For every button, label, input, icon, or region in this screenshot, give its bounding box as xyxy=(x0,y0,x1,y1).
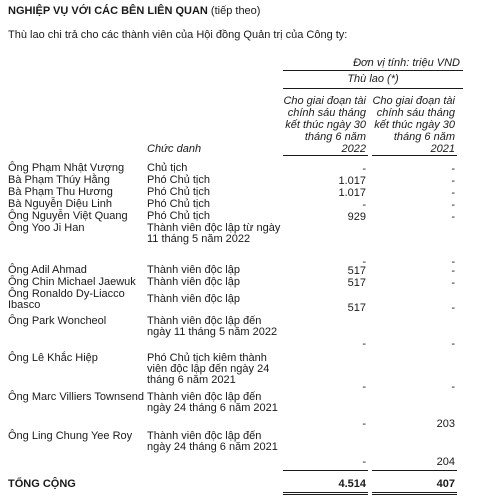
member-title: Thành viên độc lập xyxy=(147,264,240,276)
value-2021: - xyxy=(451,381,455,393)
member-name: Ông Ling Chung Yee Roy xyxy=(8,430,133,442)
double-rule-col1-b xyxy=(283,494,368,495)
value-2021: - xyxy=(451,163,455,175)
value-2021: 203 xyxy=(436,418,455,430)
value-2021: - xyxy=(451,277,455,289)
member-title: Thành viên độc lập đến ngày 24 tháng 6 năm 2021 xyxy=(147,430,278,453)
intro-text: Thù lao chi trả cho các thành viên của Hội đồng Quản trị của Công ty: xyxy=(8,29,348,41)
value-2022: 517 xyxy=(347,265,366,277)
value-2022: - xyxy=(362,381,366,393)
total-label: TỔNG CỘNG xyxy=(8,478,76,490)
member-name: Ông Adil Ahmad xyxy=(8,264,87,276)
member-title: Phó Chủ tịch xyxy=(147,174,210,186)
header-rule-col2 xyxy=(372,155,457,156)
column-header-2021-line: 2021 xyxy=(430,143,455,155)
value-2021: - xyxy=(451,256,455,268)
value-2022: 929 xyxy=(347,211,366,223)
value-2021: - xyxy=(451,338,455,350)
unit-label: Đơn vị tính: triệu VND xyxy=(353,57,460,69)
value-2022: - xyxy=(362,199,366,211)
column-header-2022-line: tháng 6 năm xyxy=(304,131,366,143)
value-2022: 1.017 xyxy=(338,175,366,187)
column-header-2022 xyxy=(280,95,366,155)
column-header-2021-line: chính sáu tháng xyxy=(376,107,455,119)
column-header-2021-line: Cho giai đoạn tài xyxy=(372,95,455,107)
member-title: Thành viên độc lập xyxy=(147,293,240,305)
value-2022: 1.017 xyxy=(338,187,366,199)
value-2022: - xyxy=(362,256,366,268)
column-header-2022-line: 2022 xyxy=(341,143,366,155)
header-rule-group xyxy=(283,88,463,89)
member-name: Ông Marc Villiers Townsend xyxy=(8,391,144,403)
header-rule-top xyxy=(283,70,463,71)
column-header-2022-line: kết thúc ngày 30 xyxy=(285,119,366,131)
member-name: Bà Nguyễn Diệu Linh xyxy=(8,198,112,210)
section-heading-bold: NGHIỆP VỤ VỚI CÁC BÊN LIÊN QUAN xyxy=(8,5,208,17)
value-2021: - xyxy=(451,175,455,187)
value-2021: - xyxy=(451,187,455,199)
member-name: Ông Nguyễn Việt Quang xyxy=(8,210,128,222)
member-title: Thành viên độc lập từ ngày 11 tháng 5 năm 2022 xyxy=(147,222,281,245)
member-name: Ông Chin Michael Jaewuk xyxy=(8,276,136,288)
value-2021: - xyxy=(451,211,455,223)
header-rule-col1 xyxy=(283,155,368,156)
value-2022: - xyxy=(362,338,366,350)
member-name: Ông Park Woncheol xyxy=(8,315,107,327)
member-name: Ông Lê Khắc Hiệp xyxy=(8,352,98,364)
group-header: Thù lao (*) xyxy=(347,73,399,85)
value-2022: - xyxy=(362,456,366,468)
column-header-2022-line: chính sáu tháng xyxy=(287,107,366,119)
member-name: Ông Yoo Ji Han xyxy=(8,222,85,234)
member-name: Bà Phạm Thu Hương xyxy=(8,186,113,198)
total-value-2022: 4.514 xyxy=(338,478,366,490)
column-header-2021-line: kết thúc ngày 30 xyxy=(374,119,455,131)
column-header-position: Chức danh xyxy=(147,143,202,155)
member-title: Phó Chủ tịch kiêm thành viên độc lập đến ngày 24 tháng 6 năm 2021 xyxy=(147,352,270,386)
total-value-2021: 407 xyxy=(436,478,455,490)
member-title: Thành viên độc lập đến ngày 11 tháng 5 năm 2022 xyxy=(147,315,278,338)
total-rule-col1 xyxy=(283,470,368,471)
column-header-2021-line: tháng 6 năm xyxy=(393,131,455,143)
member-title: Thành viên độc lập xyxy=(147,276,240,288)
member-title: Chủ tịch xyxy=(147,162,188,174)
value-2021: - xyxy=(451,265,455,277)
value-2022: - xyxy=(362,163,366,175)
value-2021: - xyxy=(451,302,455,314)
value-2021: - xyxy=(451,199,455,211)
section-heading xyxy=(8,5,260,17)
value-2022: 517 xyxy=(347,277,366,289)
member-name: Ông Ronaldo Dy-Liacco Ibasco xyxy=(8,288,125,311)
column-header-2022-line: Cho giai đoạn tài xyxy=(283,95,366,107)
value-2022: 517 xyxy=(347,302,366,314)
double-rule-col1-a xyxy=(283,492,368,493)
member-title: Phó Chủ tịch xyxy=(147,186,210,198)
value-2022: - xyxy=(362,418,366,430)
member-name: Ông Phạm Nhật Vượng xyxy=(8,162,125,174)
double-rule-col2-b xyxy=(372,494,457,495)
total-rule-col2 xyxy=(372,470,457,471)
member-title: Phó Chủ tịch xyxy=(147,210,210,222)
double-rule-col2-a xyxy=(372,492,457,493)
section-heading-suffix: (tiếp theo) xyxy=(207,5,261,17)
value-2021: 204 xyxy=(436,456,455,468)
column-header-2021 xyxy=(369,95,455,155)
member-name: Bà Phạm Thúy Hằng xyxy=(8,174,110,186)
member-title: Thành viên độc lập đến ngày 24 tháng 6 năm 2021 xyxy=(147,391,278,414)
member-title: Phó Chủ tịch xyxy=(147,198,210,210)
